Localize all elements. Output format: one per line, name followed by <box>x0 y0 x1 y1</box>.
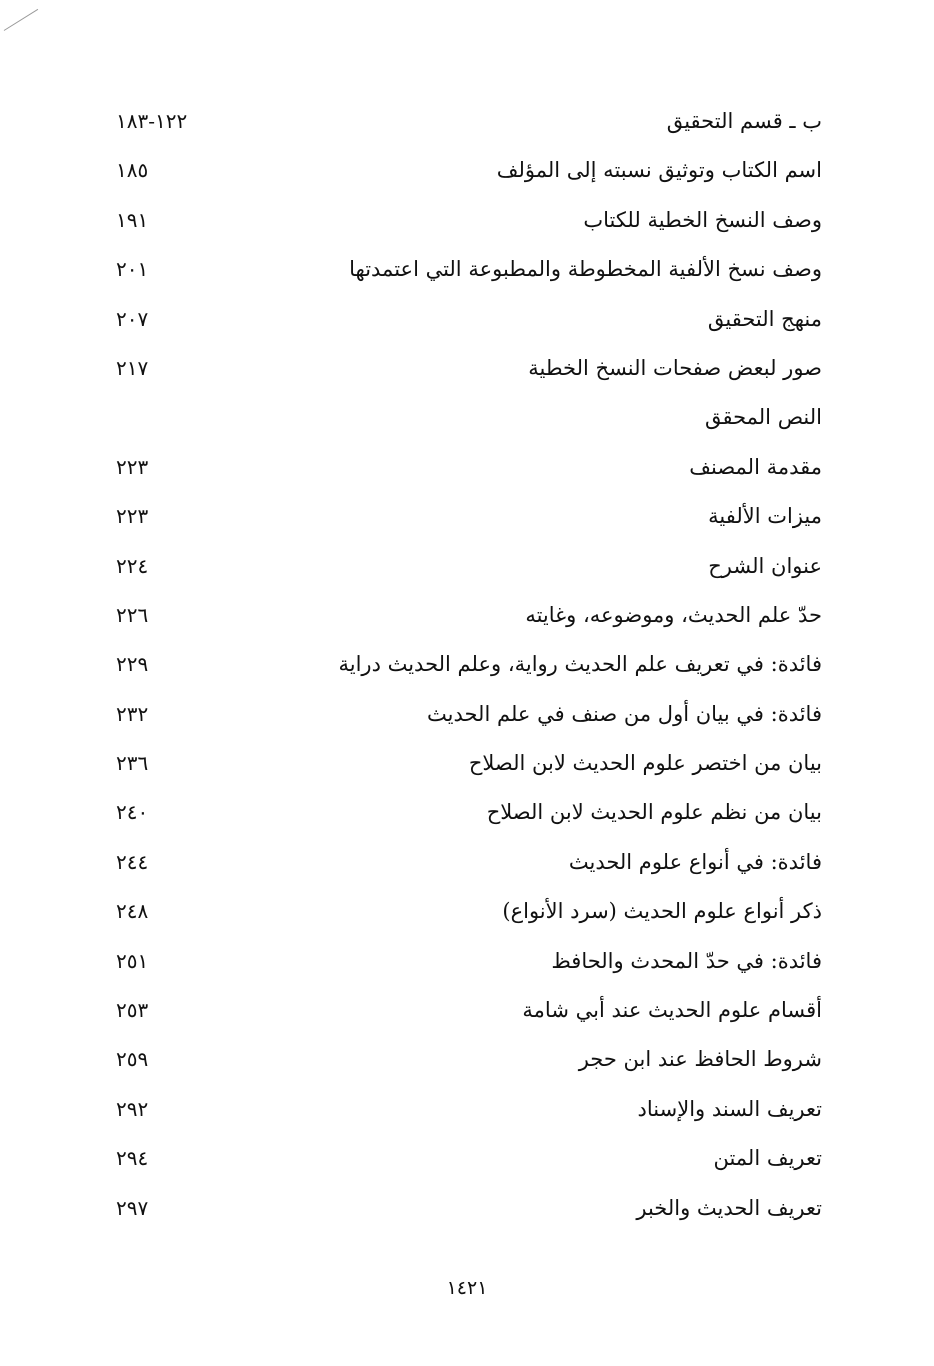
toc-entry-page: ٢٣٢ <box>116 701 149 726</box>
toc-entry-title: شروط الحافظ عند ابن حجر <box>578 1047 822 1072</box>
toc-entry-title: عنوان الشرح <box>708 553 822 578</box>
toc-entry-page: ١٨٥ <box>116 158 149 183</box>
page-number: ١٤٢١ <box>446 1277 488 1299</box>
toc-row <box>100 195 830 244</box>
toc-entry-title: مقدمة المصنف <box>689 454 822 479</box>
toc-row <box>100 541 830 590</box>
toc-row <box>100 936 830 985</box>
toc-entry-title: تعريف السند والإسناد <box>637 1096 822 1121</box>
toc-entry-title: بيان من اختصر علوم الحديث لابن الصلاح <box>468 751 822 776</box>
toc-entry-page: ٢٤٨ <box>116 899 149 924</box>
toc-entry-page: ٢٠٧ <box>116 306 149 331</box>
toc-entry-title: النص المحقق <box>704 405 822 430</box>
toc-entry-page: ٢٤٠ <box>116 800 149 825</box>
toc-row <box>100 145 830 194</box>
toc-entry-page: ٢٢٤ <box>116 553 149 578</box>
table-of-contents <box>100 96 830 1232</box>
toc-entry-page: ٢٩٧ <box>116 1195 149 1220</box>
toc-entry-title: أقسام علوم الحديث عند أبي شامة <box>522 998 822 1023</box>
toc-entry-title: حدّ علم الحديث، وموضوعه، وغايته <box>525 602 822 627</box>
toc-entry-page: ٢٩٤ <box>116 1146 149 1171</box>
toc-entry-page: ٢٣٦ <box>116 751 149 776</box>
toc-entry-title: فائدة: في حدّ المحدث والحافظ <box>551 948 822 973</box>
toc-row <box>100 491 830 540</box>
toc-entry-title: منهج التحقيق <box>707 306 822 331</box>
toc-entry-page: ٢٢٦ <box>116 602 149 627</box>
toc-entry-page: ٢٥٣ <box>116 998 149 1023</box>
toc-entry-page: ٢٥٩ <box>116 1047 149 1072</box>
toc-entry-page: ٢١٧ <box>116 355 149 380</box>
toc-row <box>100 1183 830 1232</box>
toc-entry-page: ١٩١ <box>116 207 149 232</box>
toc-entry-title: فائدة: في بيان أول من صنف في علم الحديث <box>427 701 822 726</box>
toc-entry-page: ٢٢٣ <box>116 504 149 529</box>
scan-artifact-line <box>4 9 38 31</box>
toc-row <box>100 689 830 738</box>
toc-entry-title: صور لبعض صفحات النسخ الخطية <box>528 355 822 380</box>
toc-entry-title: وصف النسخ الخطية للكتاب <box>583 207 822 232</box>
toc-entry-page: ٢٤٤ <box>116 849 149 874</box>
toc-row <box>100 590 830 639</box>
toc-entry-title: ذكر أنواع علوم الحديث (سرد الأنواع) <box>502 899 822 924</box>
toc-entry-title: تعريف الحديث والخبر <box>636 1195 822 1220</box>
toc-entry-title: بيان من نظم علوم الحديث لابن الصلاح <box>486 800 822 825</box>
toc-entry-title: فائدة: في أنواع علوم الحديث <box>568 849 822 874</box>
toc-row <box>100 442 830 491</box>
toc-row <box>100 639 830 688</box>
toc-entry-title: وصف نسخ الألفية المخطوطة والمطبوعة التي اعتمدتها <box>349 257 822 282</box>
toc-row <box>100 738 830 787</box>
toc-row <box>100 343 830 392</box>
toc-entry-title: ميزات الألفية <box>708 504 822 529</box>
toc-entry-title: فائدة: في تعريف علم الحديث رواية، وعلم الحديث دراية <box>338 652 822 677</box>
toc-row <box>100 1133 830 1182</box>
toc-row <box>100 294 830 343</box>
toc-entry-page: ٢٥١ <box>116 948 149 973</box>
toc-row <box>100 1084 830 1133</box>
toc-entry-page: ٢٠١ <box>116 257 149 282</box>
toc-entry-page: ٢٢٩ <box>116 652 149 677</box>
toc-row <box>100 837 830 886</box>
toc-row <box>100 1034 830 1083</box>
toc-row <box>100 985 830 1034</box>
toc-entry-title: اسم الكتاب وتوثيق نسبته إلى المؤلف <box>496 158 822 183</box>
toc-row <box>100 96 830 145</box>
toc-row <box>100 244 830 293</box>
toc-row <box>100 787 830 836</box>
toc-row <box>100 886 830 935</box>
toc-entry-title: ب ـ قسم التحقيق <box>666 109 822 133</box>
toc-entry-title: تعريف المتن <box>713 1146 822 1171</box>
toc-entry-page: ٢٩٢ <box>116 1096 149 1121</box>
toc-section-heading <box>100 392 830 441</box>
toc-entry-page: ٢٢٣ <box>116 454 149 479</box>
toc-entry-page: ١٢٢-١٨٣ <box>116 109 188 133</box>
